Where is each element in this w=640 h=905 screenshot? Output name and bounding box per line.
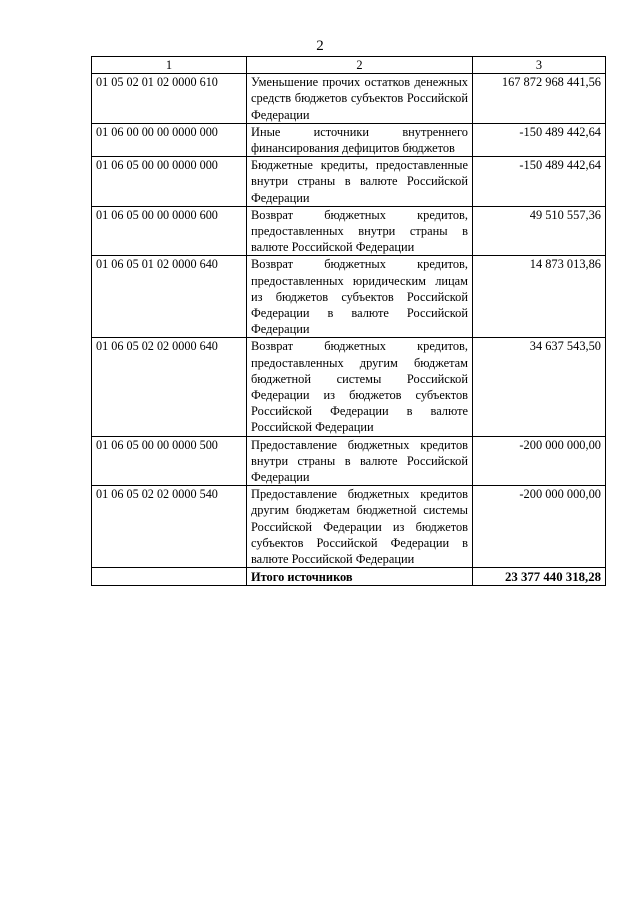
row-code: 01 06 05 00 00 0000 500 — [92, 436, 247, 486]
row-name: Возврат бюджетных кредитов, предоставленных юридическим лицам из бюджетов субъектов Российской Федерации в валюте Российской Федерации — [247, 256, 473, 338]
row-name: Предоставление бюджетных кредитов другим бюджетам бюджетной системы Российской Федерации из бюджетов субъектов Российской Федерации в валюте Российской Федерации — [247, 486, 473, 568]
row-amount: 34 637 543,50 — [473, 338, 606, 436]
row-amount: -150 489 442,64 — [473, 123, 606, 156]
row-code: 01 05 02 01 02 0000 610 — [92, 74, 247, 124]
total-row — [92, 568, 606, 586]
total-amount: 23 377 440 318,28 — [473, 568, 606, 586]
table-row — [92, 123, 606, 156]
table-row — [92, 486, 606, 568]
table-row — [92, 157, 606, 207]
row-code: 01 06 05 00 00 0000 000 — [92, 157, 247, 207]
row-amount: -150 489 442,64 — [473, 157, 606, 207]
table-row — [92, 256, 606, 338]
row-amount: -200 000 000,00 — [473, 436, 606, 486]
total-label: Итого источников — [247, 568, 473, 586]
column-header-amount: 3 — [473, 57, 606, 74]
row-code: 01 06 05 02 02 0000 640 — [92, 338, 247, 436]
row-code: 01 06 00 00 00 0000 000 — [92, 123, 247, 156]
row-code: 01 06 05 02 02 0000 540 — [92, 486, 247, 568]
budget-sources-table — [91, 56, 606, 586]
row-name: Возврат бюджетных кредитов, предоставленных другим бюджетам бюджетной системы Российской Федерации из бюджетов субъектов Российской Федерации в валюте Российской Федерации — [247, 338, 473, 436]
column-header-name: 2 — [247, 57, 473, 74]
row-name: Иные источники внутреннего финансирования дефицитов бюджетов — [247, 123, 473, 156]
row-code: 01 06 05 01 02 0000 640 — [92, 256, 247, 338]
table-header-row — [92, 57, 606, 74]
row-code: 01 06 05 00 00 0000 600 — [92, 206, 247, 256]
column-header-code: 1 — [92, 57, 247, 74]
row-name: Бюджетные кредиты, предоставленные внутри страны в валюте Российской Федерации — [247, 157, 473, 207]
table-row — [92, 338, 606, 436]
table-row — [92, 436, 606, 486]
page-number: 2 — [316, 38, 324, 54]
row-name: Предоставление бюджетных кредитов внутри страны в валюте Российской Федерации — [247, 436, 473, 486]
total-code — [92, 568, 247, 586]
row-amount: 14 873 013,86 — [473, 256, 606, 338]
table-row — [92, 74, 606, 124]
table-row — [92, 206, 606, 256]
row-amount: -200 000 000,00 — [473, 486, 606, 568]
row-amount: 167 872 968 441,56 — [473, 74, 606, 124]
row-name: Уменьшение прочих остатков денежных средств бюджетов субъектов Российской Федерации — [247, 74, 473, 124]
row-name: Возврат бюджетных кредитов, предоставленных внутри страны в валюте Российской Федерации — [247, 206, 473, 256]
row-amount: 49 510 557,36 — [473, 206, 606, 256]
